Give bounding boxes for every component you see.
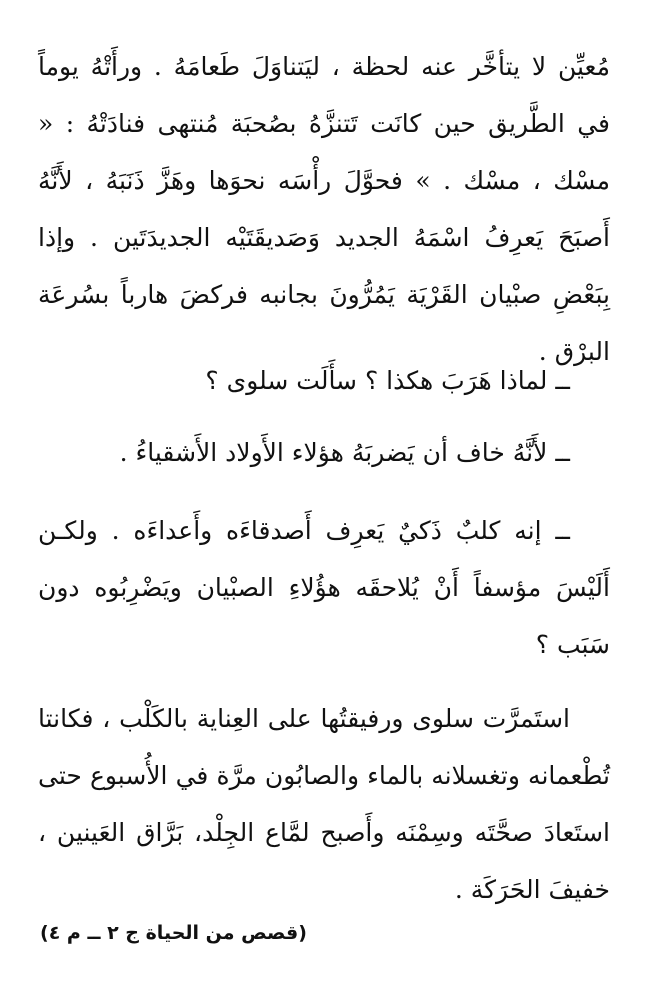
paragraph-story-2: استَمرَّت سلوى ورفيقتُها على العِناية بالكَلْب ، فكانتا تُطْعمانه وتغسلانه بالماء والصابُون مرَّة في الأُسبوع حتى استَعادَ صحَّتَه وسِمْنَه وأَصبح لمَّاع الجِلْد، بَرَّاق العَينين ، خفيفَ الحَرَكَة . (38, 704, 610, 904)
page-footer-signature: (قصص من الحياة ج ٢ ــ م ٤) (40, 922, 307, 944)
dialogue-line-3: ــ إنه كلبٌ ذَكيٌ يَعرِف أَصدقاءَه وأَعداءَه . ولكـن أَلَيْسَ مؤسفاً أَنْ يُلاحقَه هؤُلاءِ الصبْيان ويَضْرِبُوه دون سَبَب ؟ (38, 516, 610, 659)
dialogue-line-1: ــ لماذا هَرَبَ هكذا ؟ سأَلَت سلوى ؟ (205, 366, 570, 395)
dialogue-line-2: ــ لأَنَّهُ خاف أن يَضربَهُ هؤلاء الأَولاد الأَشقياءُ . (119, 438, 570, 467)
paragraph-story-1: مُعيِّن لا يتأخَّر عنه لحظة ، ليَتناوَلَ طَعامَهُ . ورأَتْهُ يوماً في الطَّريق حين كانَت تَتنزَّهُ بصُحبَة مُنتهى فنادَتْهُ : « مسْك ، مسْك . » فحوَّلَ رأْسَه نحوَها وهَزَّ ذَنَبَهُ ، لأَنَّهُ أَصبَحَ يَعرِفُ اسْمَهُ الجديد وَصَديقَتَيْه الجديدَتَين . وإذا بِبَعْضِ صبْيان القَرْيَة يَمُرُّونَ بجانبه فركضَ هارباً بسُرعَة البرْق . (38, 52, 610, 366)
